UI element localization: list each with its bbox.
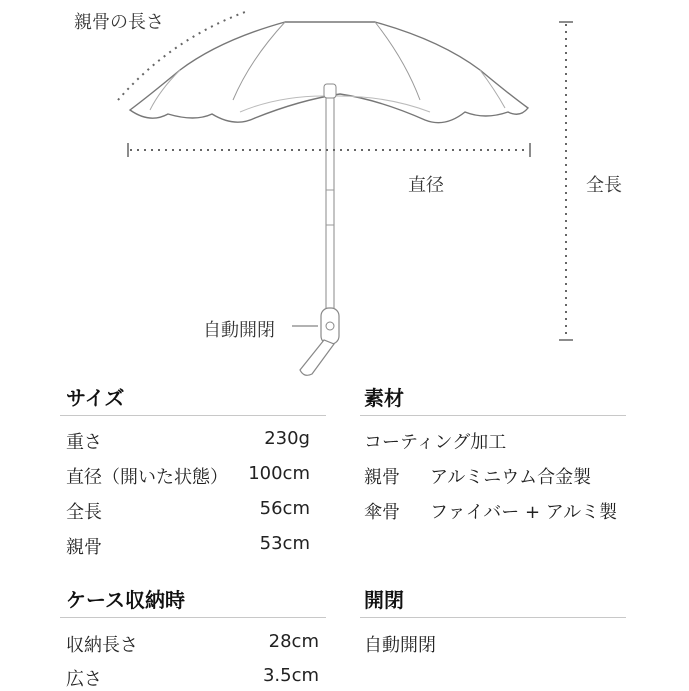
size-row-value: 230g (264, 428, 310, 449)
size-section-title: サイズ (66, 386, 125, 410)
open-close-section-title: 開閉 (364, 588, 404, 612)
size-divider (60, 415, 326, 416)
material-row-label: 傘骨 (364, 502, 400, 523)
umbrella-strap (300, 340, 334, 375)
size-row-label: 重さ (66, 432, 102, 453)
rib-length-label: 親骨の長さ (74, 12, 164, 33)
case-row-value: 28cm (268, 631, 319, 652)
size-row-value: 53cm (259, 533, 310, 554)
auto-open-label: 自動開閉 (203, 320, 275, 341)
material-section-title: 素材 (364, 386, 404, 410)
case-section-title: ケース収納時 (66, 588, 185, 612)
case-row-value: 3.5cm (262, 665, 319, 686)
case-divider (60, 617, 326, 618)
size-row-label: 全長 (66, 502, 102, 523)
material-row-value: ファイバー + アルミ製 (430, 502, 618, 523)
case-row-label: 収納長さ (66, 635, 138, 656)
open-close-divider (360, 617, 626, 618)
size-row-label: 親骨 (66, 537, 102, 558)
open-close-value: 自動開閉 (364, 635, 436, 656)
umbrella-top-cap (324, 84, 336, 98)
material-row-value: アルミニウム合金製 (430, 467, 592, 488)
material-row-label: コーティング加工 (364, 432, 507, 453)
size-row-label: 直径（開いた状態） (66, 467, 228, 488)
size-row-value: 100cm (248, 463, 310, 484)
material-divider (360, 415, 626, 416)
auto-open-button (326, 322, 334, 330)
total-length-label: 全長 (586, 175, 622, 196)
case-row-label: 広さ (66, 669, 102, 690)
umbrella-shaft (326, 98, 334, 310)
material-row-label: 親骨 (364, 467, 400, 488)
diameter-label: 直径 (408, 175, 444, 196)
size-row-value: 56cm (259, 498, 310, 519)
